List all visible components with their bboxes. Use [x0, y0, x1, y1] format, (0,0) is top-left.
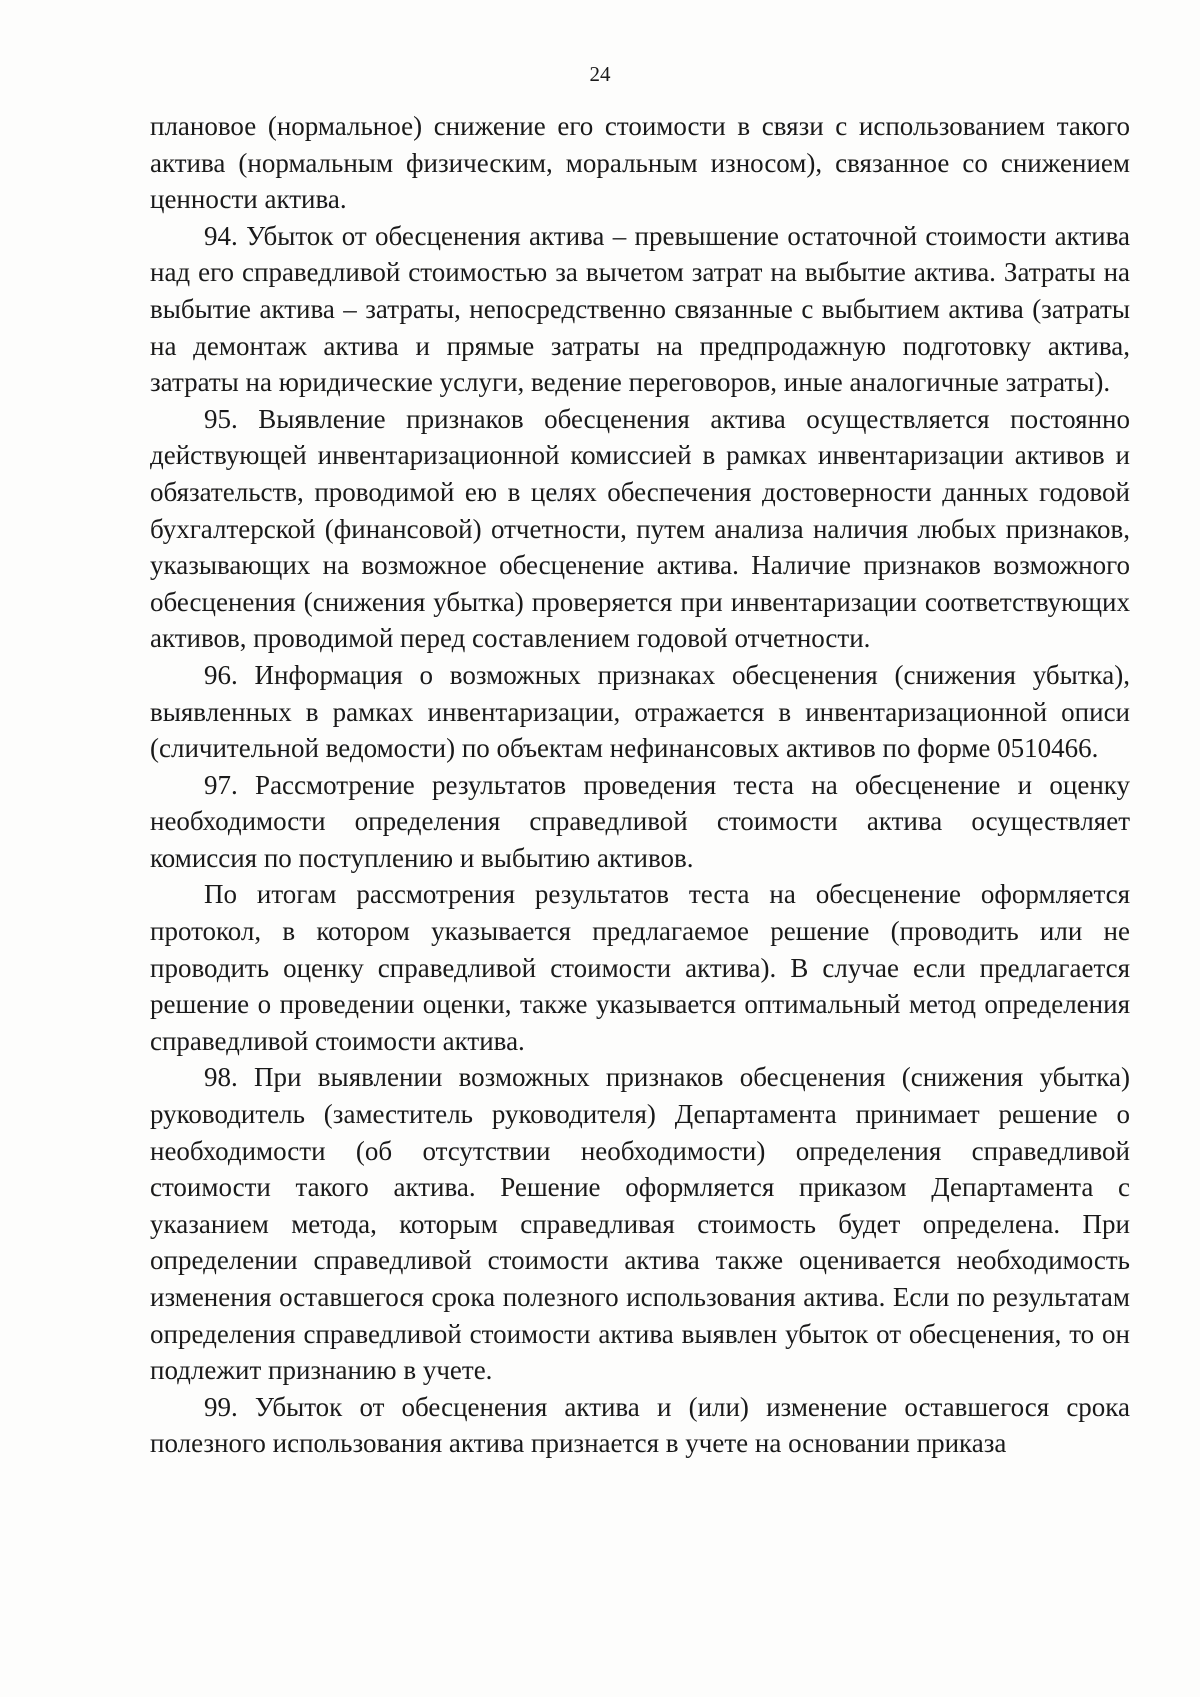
paragraph-97-protocol: По итогам рассмотрения результатов теста на обесценение оформляется протокол, в котором указывается предлагаемое решение (проводить или не проводить оценку справедливой стоимости актива). В случае если предлагается решение о проведении оценки, также указывается оптимальный метод определения справедливой стоимости актива. — [150, 879, 1130, 1056]
paragraph-94: 94. Убыток от обесценения актива – превышение остаточной стоимости актива над его справедливой стоимостью за вычетом затрат на выбытие актива. Затраты на выбытие актива – затраты, непосредственно связанные с выбытием актива (затраты на демонтаж актива и прямые затраты на предпродажную подготовку актива, затраты на юридические услуги, ведение переговоров, иные аналогичные затраты). — [150, 220, 1130, 398]
document-body — [150, 108, 1130, 1462]
paragraph-95: 95. Выявление признаков обесценения актива осуществляется постоянно действующей инвентаризационной комиссией в рамках инвентаризации активов и обязательств, проводимой ею в целях обеспечения достоверности данных годовой бухгалтерской (финансовой) отчетности, путем анализа наличия любых признаков, указывающих на возможное обесценение актива. Наличие признаков возможного обесценения (снижения убытка) проверяется при инвентаризации соответствующих активов, проводимой перед составлением годовой отчетности. — [150, 403, 1130, 654]
page-number: 24 — [589, 62, 611, 86]
paragraph-continuation: плановое (нормальное) снижение его стоимости в связи с использованием такого актива (нормальным физическим, моральным износом), связанное со снижением ценности актива. — [150, 111, 1130, 215]
paragraph-97: 97. Рассмотрение результатов проведения теста на обесценение и оценку необходимости определения справедливой стоимости актива осуществляет комиссия по поступлению и выбытию активов. — [150, 769, 1130, 873]
paragraph-98: 98. При выявлении возможных признаков обесценения (снижения убытка) руководитель (заместитель руководителя) Департамента принимает решение о необходимости (об отсутствии необходимости) определения справедливой стоимости такого актива. Решение оформляется приказом Департамента с указанием метода, которым справедливая стоимость будет определена. При определении справедливой стоимости актива также оценивается необходимость изменения оставшегося срока полезного использования актива. Если по результатам определения справедливой стоимости актива выявлен убыток от обесценения, то он подлежит признанию в учете. — [150, 1062, 1130, 1386]
paragraph-99: 99. Убыток от обесценения актива и (или) изменение оставшегося срока полезного использования актива признается в учете на основании приказа — [150, 1391, 1130, 1459]
paragraph-96: 96. Информация о возможных признаках обесценения (снижения убытка), выявленных в рамках инвентаризации, отражается в инвентаризационной описи (сличительной ведомости) по объектам нефинансовых активов по форме 0510466. — [150, 659, 1130, 764]
